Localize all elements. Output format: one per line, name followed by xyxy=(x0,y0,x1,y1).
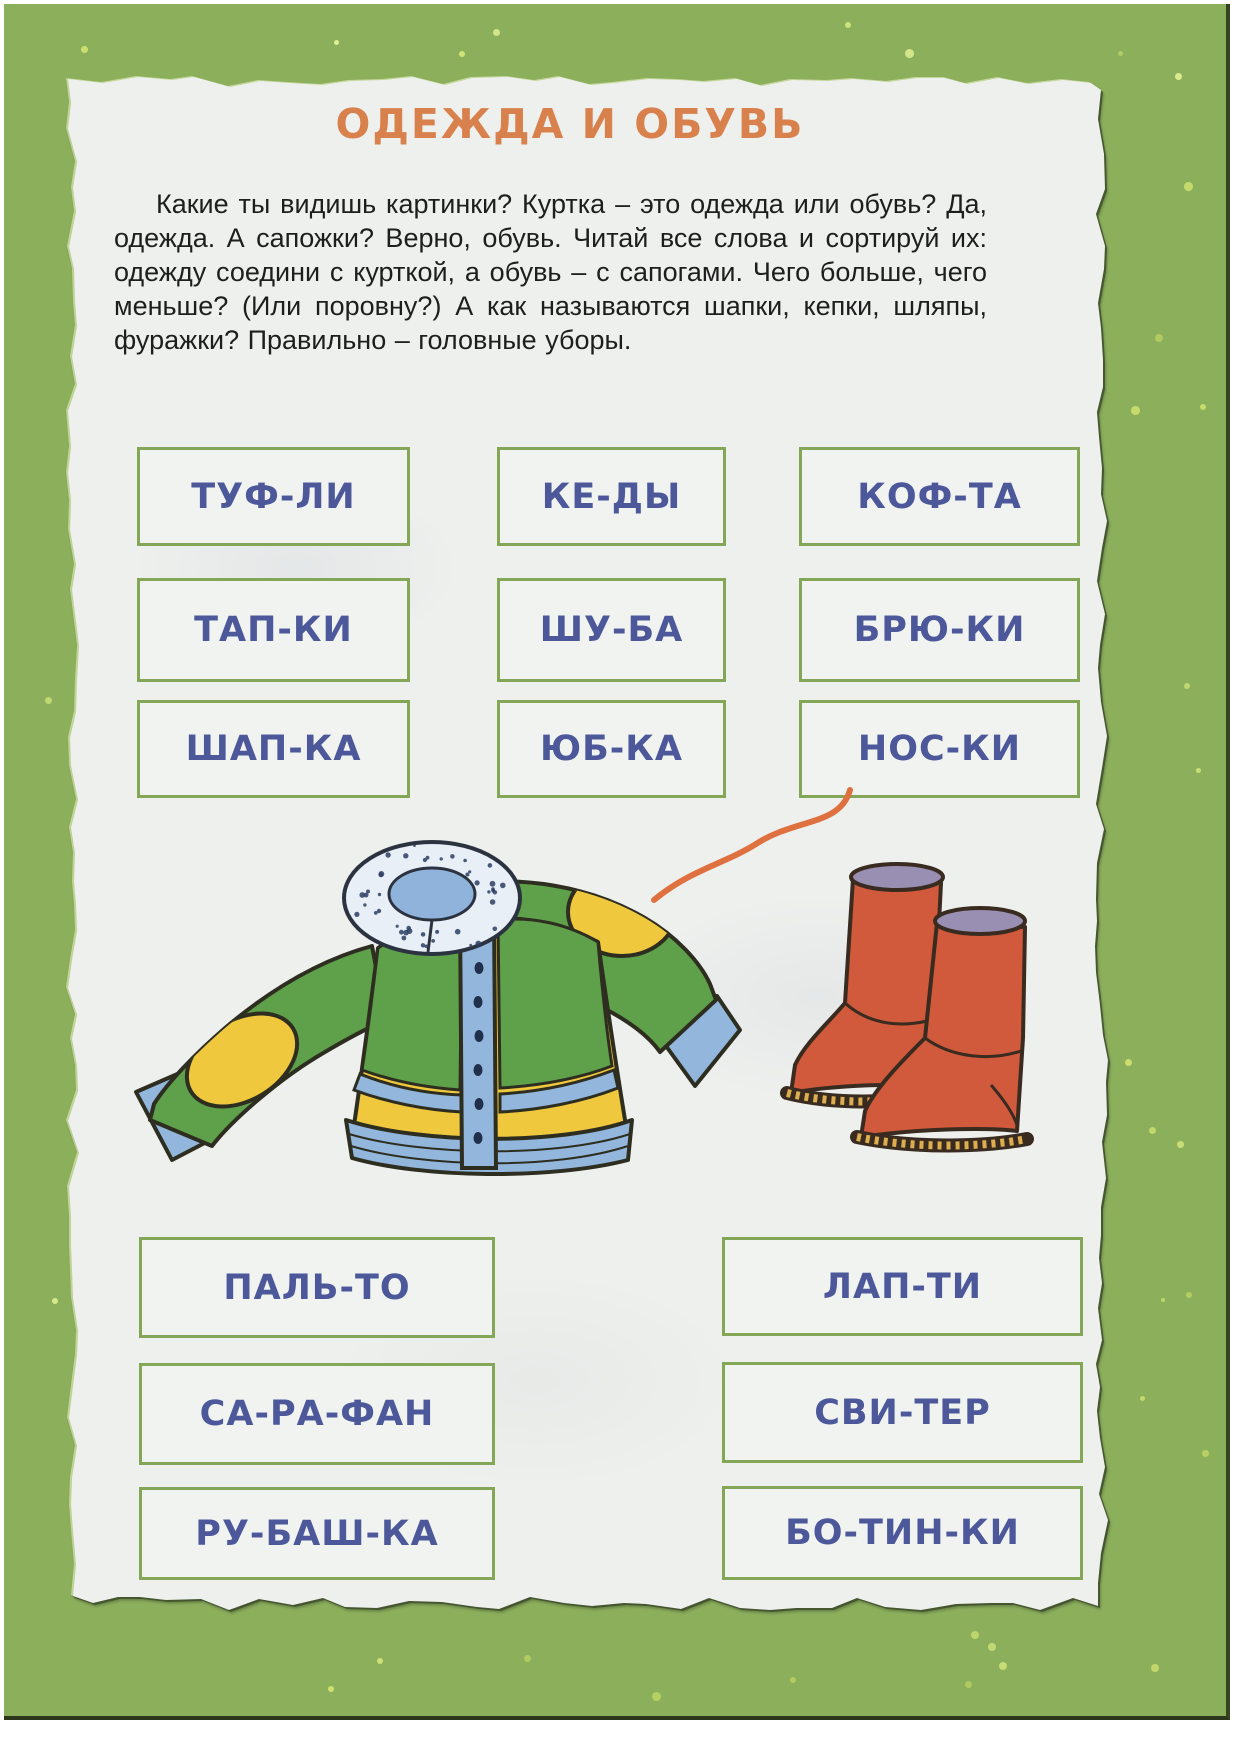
star-dot xyxy=(1202,1450,1209,1457)
word-card-kedy[interactable]: КЕ-ДЫ xyxy=(497,447,726,546)
word-card-botinki[interactable]: БО-ТИН-КИ xyxy=(722,1486,1083,1580)
word-card-kofta[interactable]: КОФ-ТА xyxy=(799,447,1080,546)
intro-paragraph: Какие ты видишь картинки? Куртка – это одежда или обувь? Да, одежда. А сапожки? Верно, обувь. Читай все слова и сортируй их: одежду соедини с курткой, а обувь – с сапогами. Чего больше, чего меньше? (Или поровну?) А как называются шапки, кепки, шляпы, фуражки? Правильно – головные уборы. xyxy=(114,189,987,355)
star-dot xyxy=(334,40,339,45)
star-dot xyxy=(81,46,88,53)
star-dot xyxy=(999,1662,1007,1670)
word-card-rubashka[interactable]: РУ-БАШ-КА xyxy=(139,1487,495,1580)
star-dot xyxy=(459,51,465,57)
jacket-illustration[interactable] xyxy=(120,838,770,1203)
word-card-yubka[interactable]: ЮБ-КА xyxy=(497,700,726,798)
star-dot xyxy=(377,1658,383,1664)
word-card-tapki[interactable]: ТАП-КИ xyxy=(137,578,410,682)
star-dot xyxy=(1118,51,1123,56)
star-dot xyxy=(328,1686,334,1692)
word-card-sarafan[interactable]: СА-РА-ФАН xyxy=(139,1363,495,1465)
star-dot xyxy=(493,29,500,36)
page-title: ОДЕЖДА И ОБУВЬ xyxy=(335,100,805,148)
word-card-sviter[interactable]: СВИ-ТЕР xyxy=(722,1362,1083,1463)
star-dot xyxy=(988,1643,996,1651)
word-card-shapka[interactable]: ШАП-КА xyxy=(137,700,410,798)
star-dot xyxy=(790,1677,796,1683)
star-dot xyxy=(1196,768,1201,773)
word-card-lapti[interactable]: ЛАП-ТИ xyxy=(722,1237,1083,1336)
word-card-tufli[interactable]: ТУФ-ЛИ xyxy=(137,447,410,546)
star-dot xyxy=(971,1631,979,1639)
star-dot xyxy=(1177,1141,1184,1148)
star-dot xyxy=(52,1298,58,1304)
star-dot xyxy=(845,22,851,28)
star-dot xyxy=(1186,1292,1192,1298)
star-dot xyxy=(1184,683,1190,689)
star-dot xyxy=(1131,406,1140,415)
boots-illustration[interactable] xyxy=(775,853,1040,1153)
word-card-bryuki[interactable]: БРЮ-КИ xyxy=(799,578,1080,682)
word-card-palto[interactable]: ПАЛЬ-ТО xyxy=(139,1237,495,1338)
star-dot xyxy=(1149,1127,1156,1134)
star-dot xyxy=(965,1681,972,1688)
star-dot xyxy=(1140,1396,1145,1401)
star-dot xyxy=(905,49,914,58)
word-card-noski[interactable]: НОС-КИ xyxy=(799,700,1080,798)
word-card-shuba[interactable]: ШУ-БА xyxy=(497,578,726,682)
star-dot xyxy=(1125,1059,1132,1066)
star-dot xyxy=(1151,1664,1159,1672)
star-dot xyxy=(1175,73,1182,80)
star-dot xyxy=(1200,404,1206,410)
star-dot xyxy=(524,1655,531,1662)
star-dot xyxy=(1161,1298,1165,1302)
star-dot xyxy=(652,1692,661,1701)
star-dot xyxy=(1184,182,1193,191)
star-dot xyxy=(1155,334,1163,342)
star-dot xyxy=(45,697,52,704)
